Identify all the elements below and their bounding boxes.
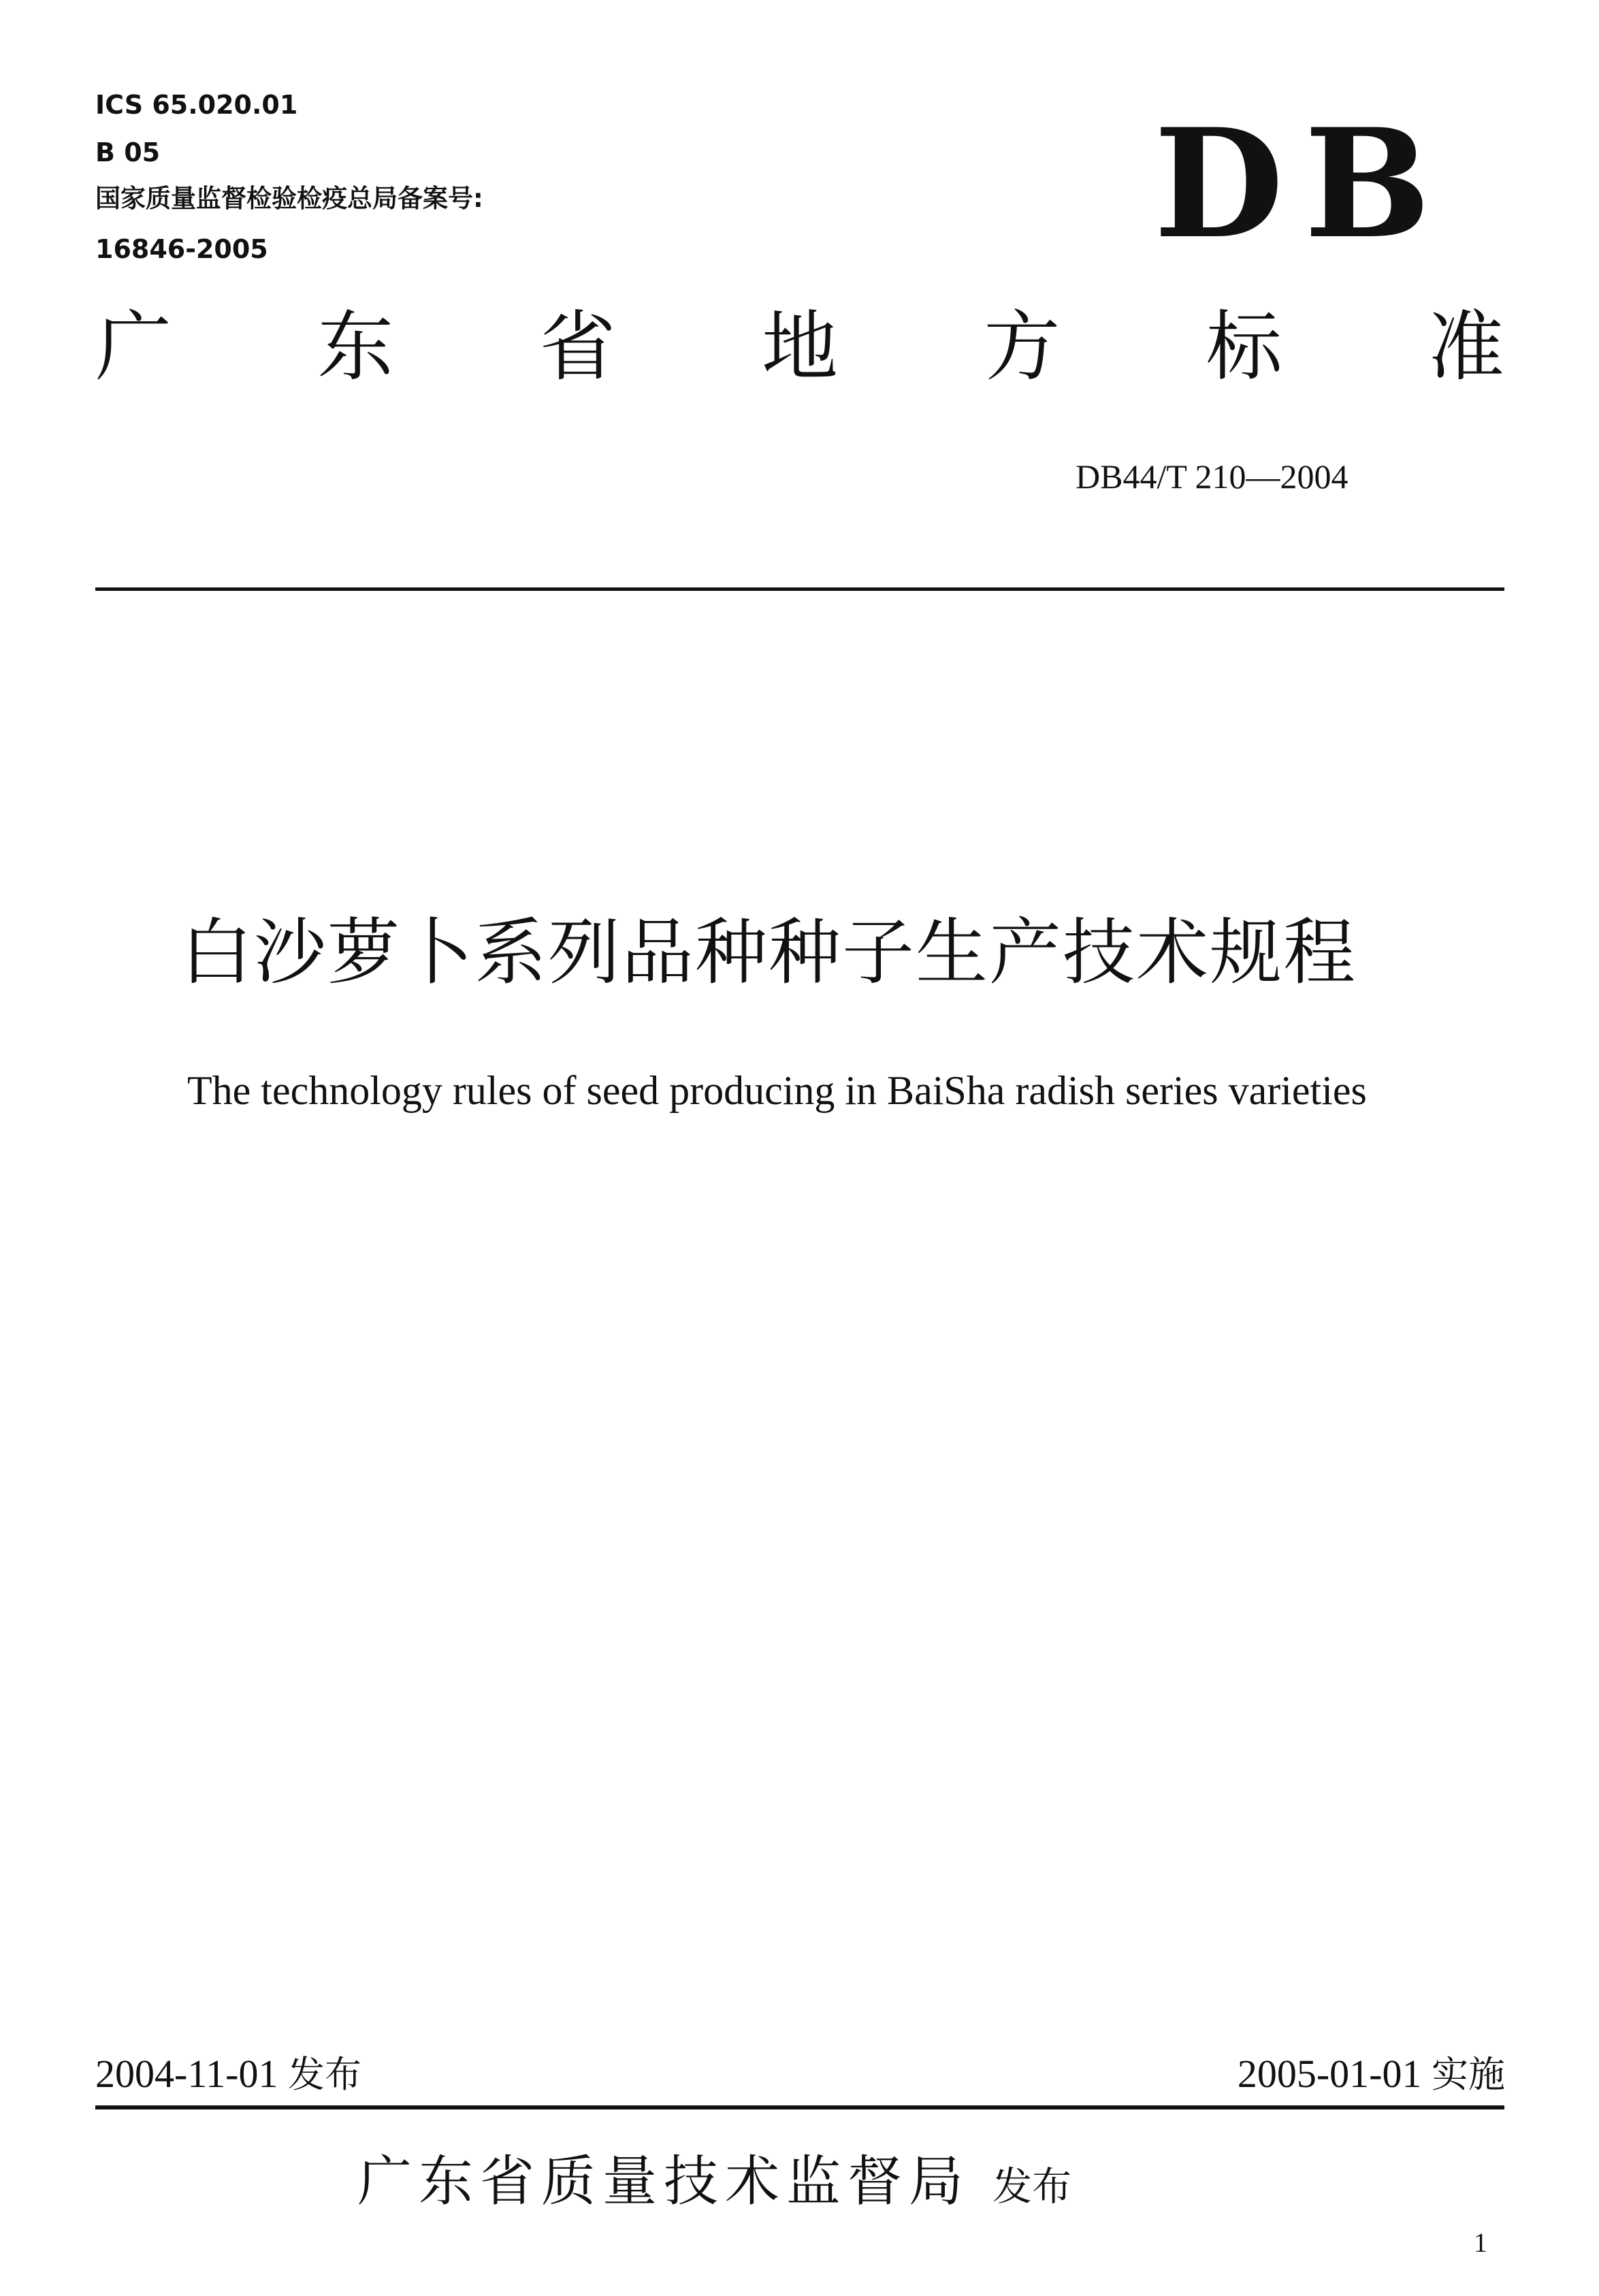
standard-type-char: 标 <box>1206 303 1282 391</box>
standard-type-char: 地 <box>761 303 838 391</box>
ics-code: ICS 65.020.01 <box>95 90 298 120</box>
publisher-name: 广东省质量技术监督局 <box>357 2150 970 2213</box>
standard-type-char: 省 <box>539 303 616 391</box>
standard-type-char: 方 <box>984 303 1061 391</box>
issue-date-line <box>95 2050 361 2099</box>
standard-type-heading <box>95 300 1504 395</box>
ccs-code: B 05 <box>95 138 161 167</box>
top-divider <box>95 587 1504 591</box>
issue-date: 2004-11-01 <box>95 2052 278 2096</box>
issue-label: 发布 <box>287 2053 361 2096</box>
standard-type-char: 准 <box>1427 303 1504 391</box>
bottom-divider <box>95 2105 1504 2109</box>
effective-date-line <box>1238 2050 1505 2099</box>
filing-number: 16846-2005 <box>95 234 268 264</box>
filing-label: 国家质量监督检验检疫总局备案号: <box>95 184 483 213</box>
publisher-suffix: 发布 <box>992 2163 1072 2210</box>
effective-label: 实施 <box>1432 2053 1505 2096</box>
standard-type-char: 广 <box>95 303 172 391</box>
title-chinese: 白沙萝卜系列品种种子生产技术规程 <box>180 911 1357 995</box>
db-logo: DB <box>1154 95 1451 272</box>
standard-type-char: 东 <box>317 303 394 391</box>
page-number: 1 <box>1474 2227 1487 2258</box>
standard-code: DB44/T 210—2004 <box>1076 457 1348 496</box>
publisher-line <box>357 2144 1071 2219</box>
effective-date: 2005-01-01 <box>1237 2052 1422 2096</box>
title-english: The technology rules of seed producing in BaiSha radish series varieties <box>187 1068 1367 1113</box>
